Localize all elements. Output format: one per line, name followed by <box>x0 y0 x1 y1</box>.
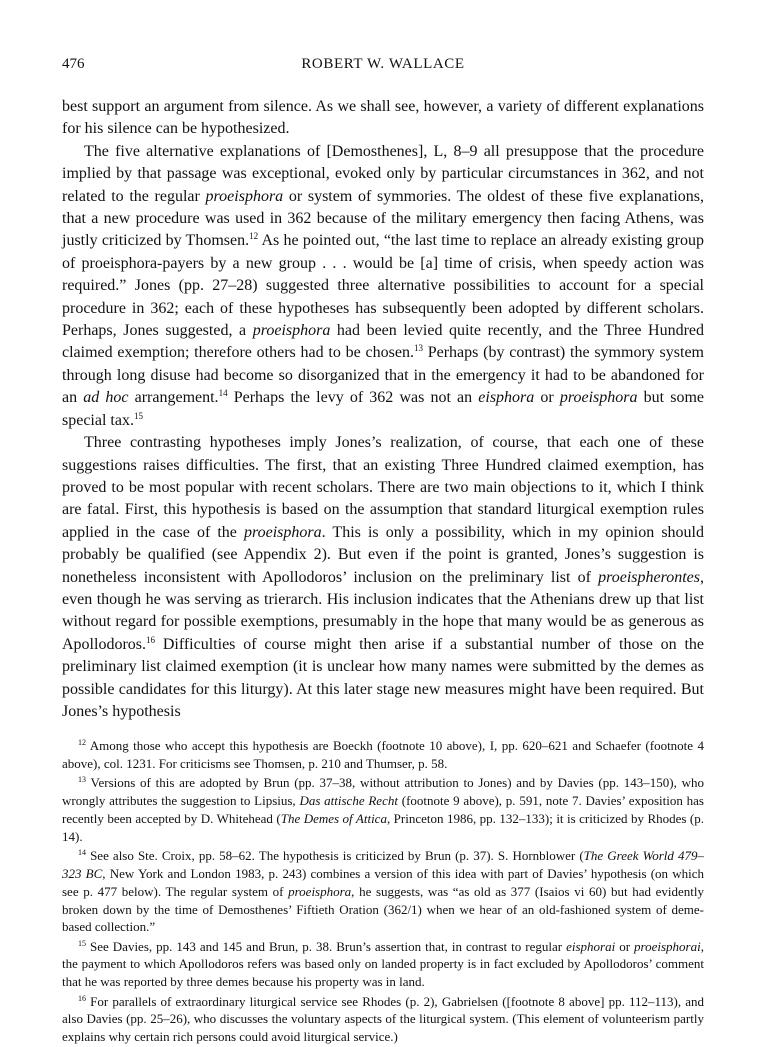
footnote-ref: 15 <box>78 938 86 948</box>
text-run: arrangement. <box>128 389 219 407</box>
italic-text: The Greek World 479–323 BC <box>62 848 704 881</box>
footnotes <box>62 737 704 1046</box>
text-run: Versions of this are adopted by Brun (pp. 37–38, without attribution to Jones) and by Davies (pp. 143–150), who wrongly attributes the suggestion to Lipsius, <box>62 775 704 809</box>
text-run: , he suggests, was “as old as 377 (Isaios vi 60) but had evidently broken down by the time of Demosthenes’ Fiftieth Oration (362/1) when we hear of an old-fashioned system of deme-based collection.” <box>62 883 704 935</box>
text-run: or system of symmories. The oldest of these five explanations, that a new procedure was used in 362 because of the military emergency then facing Athens, was justly criticized by Thomsen. <box>62 187 704 250</box>
running-title: ROBERT W. WALLACE <box>301 56 465 72</box>
italic-text: Das attische Recht <box>299 793 398 809</box>
text-run: Among those who accept this hypothesis are Boeckh (footnote 10 above), I, pp. 620–621 and Schaefer (footnote 4 above), col. 1231. For criticisms see Thomsen, p. 210 and Thumser, p. 58. <box>62 738 704 772</box>
footnote-14 <box>62 847 704 936</box>
text-run: (footnote 9 above), p. 591, note 7. Davies’ exposition has recently been accepted by D. Whitehead ( <box>62 793 704 827</box>
italic-text: proeisphora <box>559 389 638 407</box>
italic-text: The Demes of Attica <box>280 811 387 827</box>
italic-text: proeisphora <box>243 523 322 541</box>
italic-text: ad hoc <box>83 389 129 407</box>
italic-text: proeisphorai <box>634 938 701 954</box>
body-text <box>62 96 704 723</box>
body-paragraph-2 <box>62 141 704 432</box>
footnote-15 <box>62 938 704 991</box>
footnote-13 <box>62 774 704 845</box>
footnote-ref: 14 <box>218 388 228 399</box>
footnote-ref: 16 <box>146 634 155 645</box>
text-run: Perhaps (by contrast) the symmory system through long disuse had become so disorganized that in the emergency it had to be abandoned for an <box>62 344 704 407</box>
footnote-ref: 15 <box>133 410 143 421</box>
footnote-ref: 12 <box>78 738 86 748</box>
footnote-ref: 13 <box>413 343 423 354</box>
text-run: Perhaps the levy of 362 was not an <box>227 389 479 407</box>
text-run: , the payment to which Apollodoros refers was based only on landed property is in fact excluded by Apollodoros’ comment that he was reported by three demes because his property was in land. <box>62 938 704 990</box>
text-run: , even though he was serving as trierarch. His inclusion indicates that the Athenians drew up that list without regard for possible exemptions, presumably in the hope that many would be as generous as Apollodoros. <box>62 568 704 653</box>
text-run: See also Ste. Croix, pp. 58–62. The hypothesis is criticized by Brun (p. 37). S. Hornblower ( <box>86 848 584 864</box>
footnote-ref: 14 <box>78 848 86 858</box>
text-run: but some special tax. <box>62 389 704 429</box>
italic-text: proeisphora <box>252 322 331 340</box>
text-run: , New York and London 1983, p. 243) combines a version of this idea with part of Davies’ hypothesis (on which see p. 477 below). The regular system of <box>62 865 704 899</box>
running-head <box>62 56 704 80</box>
footnote-ref: 16 <box>78 993 86 1003</box>
text-run: best support an argument from silence. As we shall see, however, a variety of different explanations for his silence can be hypothesized. <box>62 98 704 138</box>
footnote-ref: 13 <box>78 775 86 785</box>
page <box>62 56 704 1047</box>
footnote-16 <box>62 993 704 1046</box>
text-run: or <box>615 938 635 954</box>
italic-text: proeisphora <box>205 187 284 205</box>
italic-text: eisphora <box>478 389 535 407</box>
text-run: The five alternative explanations of [Demosthenes], L, 8–9 all presuppose that the procedure implied by that passage was exceptional, evoked only by particular circumstances in 362, and not related to the regular <box>62 142 704 205</box>
text-run: , Princeton 1986, pp. 132–133); it is criticized by Rhodes (p. 14). <box>62 811 705 844</box>
italic-text: proeisphora <box>288 883 352 899</box>
text-run: . This is only a possibility, which in my opinion should probably be qualified (see Appendix 2). But even if the point is granted, Jones’s suggestion is nonetheless inconsistent with Apollodoros’ inclusion on the preliminary list of <box>62 523 704 586</box>
text-run: For parallels of extraordinary liturgical service see Rhodes (p. 2), Gabrielsen ([footnote 8 above] pp. 112–113), and also Davies (pp. 25–26), who discusses the voluntary aspects of the liturgical system. (This element of volunteerism partly explains why certain rich persons could avoid liturgical service.) <box>62 993 704 1045</box>
text-run: or <box>534 389 560 407</box>
body-paragraph-1 <box>62 96 704 141</box>
italic-text: eisphorai <box>566 938 616 954</box>
text-run: Three contrasting hypotheses imply Jones’s realization, of course, that each one of these suggestions raises difficulties. The first, that an existing Three Hundred claimed exemption, has proved to be most popular with recent scholars. There are two main objections to it, which I think are fatal. First, this hypothesis is based on the assumption that standard liturgical exemption rules applied in the case of the <box>62 434 704 541</box>
italic-text: proeispherontes <box>598 568 700 586</box>
body-paragraph-3 <box>62 432 704 723</box>
footnote-12 <box>62 737 704 773</box>
text-run: As he pointed out, “the last time to replace an already existing group of proeisphora-payers by a new group . . . would be [a] time of crisis, when speedy action was required.” Jones (pp. 27–28) suggested three alternative possibilities to account for a special procedure in 362; each of these hypotheses has subsequently been adopted by different scholars. Perhaps, Jones suggested, a <box>62 232 704 340</box>
text-run: See Davies, pp. 143 and 145 and Brun, p. 38. Brun’s assertion that, in contrast to regular <box>86 938 567 954</box>
text-run: Difficulties of course might then arise if a substantial number of those on the preliminary list claimed exemption (it is unclear how many names were submitted by the demes as possible candidates for this liturgy). At this later stage new measures might have been required. But Jones’s hypothesis <box>62 635 704 720</box>
page-number: 476 <box>62 56 85 72</box>
footnote-ref: 12 <box>249 231 259 242</box>
text-run: had been levied quite recently, and the Three Hundred claimed exemption; therefore others had to be chosen. <box>62 322 704 362</box>
